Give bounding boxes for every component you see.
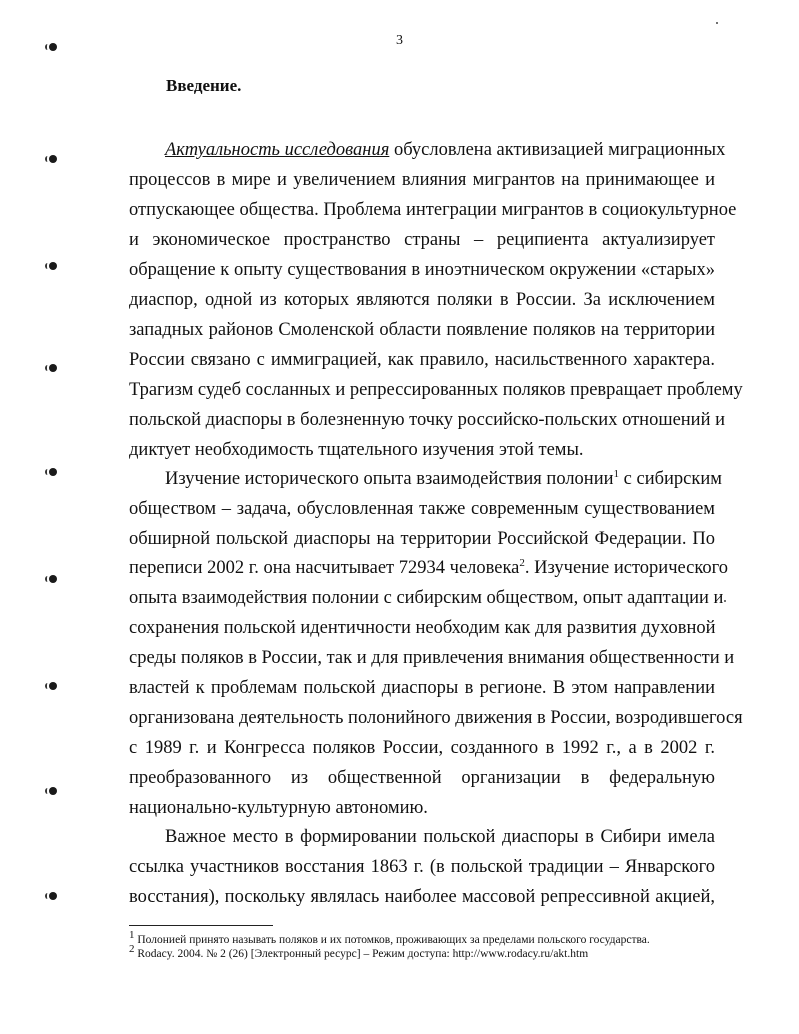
text-line: отпускающее общества. Проблема интеграции мигрантов в социокультурное xyxy=(129,200,737,220)
scan-speck xyxy=(724,600,726,602)
footnote-mark: 2 xyxy=(129,943,135,956)
text-line: процессов в мире и увеличением влияния мигрантов на принимающее и xyxy=(129,170,715,190)
text-line: властей к проблемам польской диаспоры в регионе. В этом направлении xyxy=(129,678,715,698)
text-line: польской диаспоры в болезненную точку российско-польских отношений и xyxy=(129,410,726,430)
text-line: России связано с иммиграцией, как правило, насильственного характера. xyxy=(129,350,715,370)
text-line: обращение к опыту существования в иноэтническом окружении «старых» xyxy=(129,260,715,280)
text-line: организована деятельность полонийного движения в России, возродившегося xyxy=(129,708,743,728)
text-line: национально-культурную автономию. xyxy=(129,798,428,818)
text-span: с сибирским xyxy=(619,469,722,489)
emphasized-phrase: Актуальность исследования xyxy=(165,140,390,160)
binder-hole-mark xyxy=(49,43,57,51)
text-line: диаспор, одной из которых являются поляки в России. За исключением xyxy=(129,290,715,310)
page-number: 3 xyxy=(396,33,403,48)
text-line xyxy=(165,139,726,161)
footnote-ref: 1 xyxy=(613,467,620,480)
footnote-separator xyxy=(129,925,273,926)
scan-speck xyxy=(716,22,718,24)
text-line: обществом – задача, обусловленная также современным существованием xyxy=(129,499,715,519)
text-span: переписи 2002 г. она насчитывает 72934 человека xyxy=(129,558,520,578)
text-span: . Изучение исторического xyxy=(524,558,729,578)
text-line: с 1989 г. и Конгресса поляков России, созданного в 1992 г., а в 2002 г. xyxy=(129,738,715,758)
text-line: Важное место в формировании польской диаспоры в Сибири имела xyxy=(165,827,715,847)
footnote-mark: 1 xyxy=(129,929,135,942)
text-line xyxy=(165,467,722,490)
text-line: Трагизм судеб сосланных и репрессированных поляков превращает проблему xyxy=(129,380,743,400)
footnote-text: Rodacy. 2004. № 2 (26) [Электронный ресурс] – Режим доступа: http://www.rodacy.ru/akt.htm xyxy=(134,948,589,960)
footnote xyxy=(129,943,729,961)
binder-hole-mark xyxy=(49,364,57,372)
text-span: Изучение исторического опыта взаимодействия полонии xyxy=(165,469,614,489)
text-line: ссылка участников восстания 1863 г. (в польской традиции – Январского xyxy=(129,857,715,877)
footnote xyxy=(129,929,729,947)
binder-hole-mark xyxy=(49,892,57,900)
text-line: сохранения польской идентичности необходим как для развития духовной xyxy=(129,618,716,638)
text-span: обусловлена активизацией миграционных xyxy=(389,140,726,160)
text-line: обширной польской диаспоры на территории Российской Федерации. По xyxy=(129,529,715,549)
text-line: опыта взаимодействия полонии с сибирским обществом, опыт адаптации и xyxy=(129,588,724,608)
footnote-text: Полонией принято называть поляков и их потомков, проживающих за пределами польского государства. xyxy=(134,934,650,946)
text-line: преобразованного из общественной организации в федеральную xyxy=(129,768,715,788)
binder-hole-mark xyxy=(49,787,57,795)
text-line: и экономическое пространство страны – реципиента актуализирует xyxy=(129,230,715,250)
text-line: западных районов Смоленской области появление поляков на территории xyxy=(129,320,715,340)
binder-hole-mark xyxy=(49,468,57,476)
section-heading: Введение. xyxy=(166,76,242,95)
text-line xyxy=(129,556,729,579)
binder-hole-mark xyxy=(49,575,57,583)
text-line: восстания), поскольку являлась наиболее массовой репрессивной акцией, xyxy=(129,887,715,907)
text-line: диктует необходимость тщательного изучения этой темы. xyxy=(129,440,584,460)
binder-hole-mark xyxy=(49,682,57,690)
text-line: среды поляков в России, так и для привлечения внимания общественности и xyxy=(129,648,735,668)
binder-hole-mark xyxy=(49,155,57,163)
binder-hole-mark xyxy=(49,262,57,270)
footnote-ref: 2 xyxy=(519,556,525,569)
